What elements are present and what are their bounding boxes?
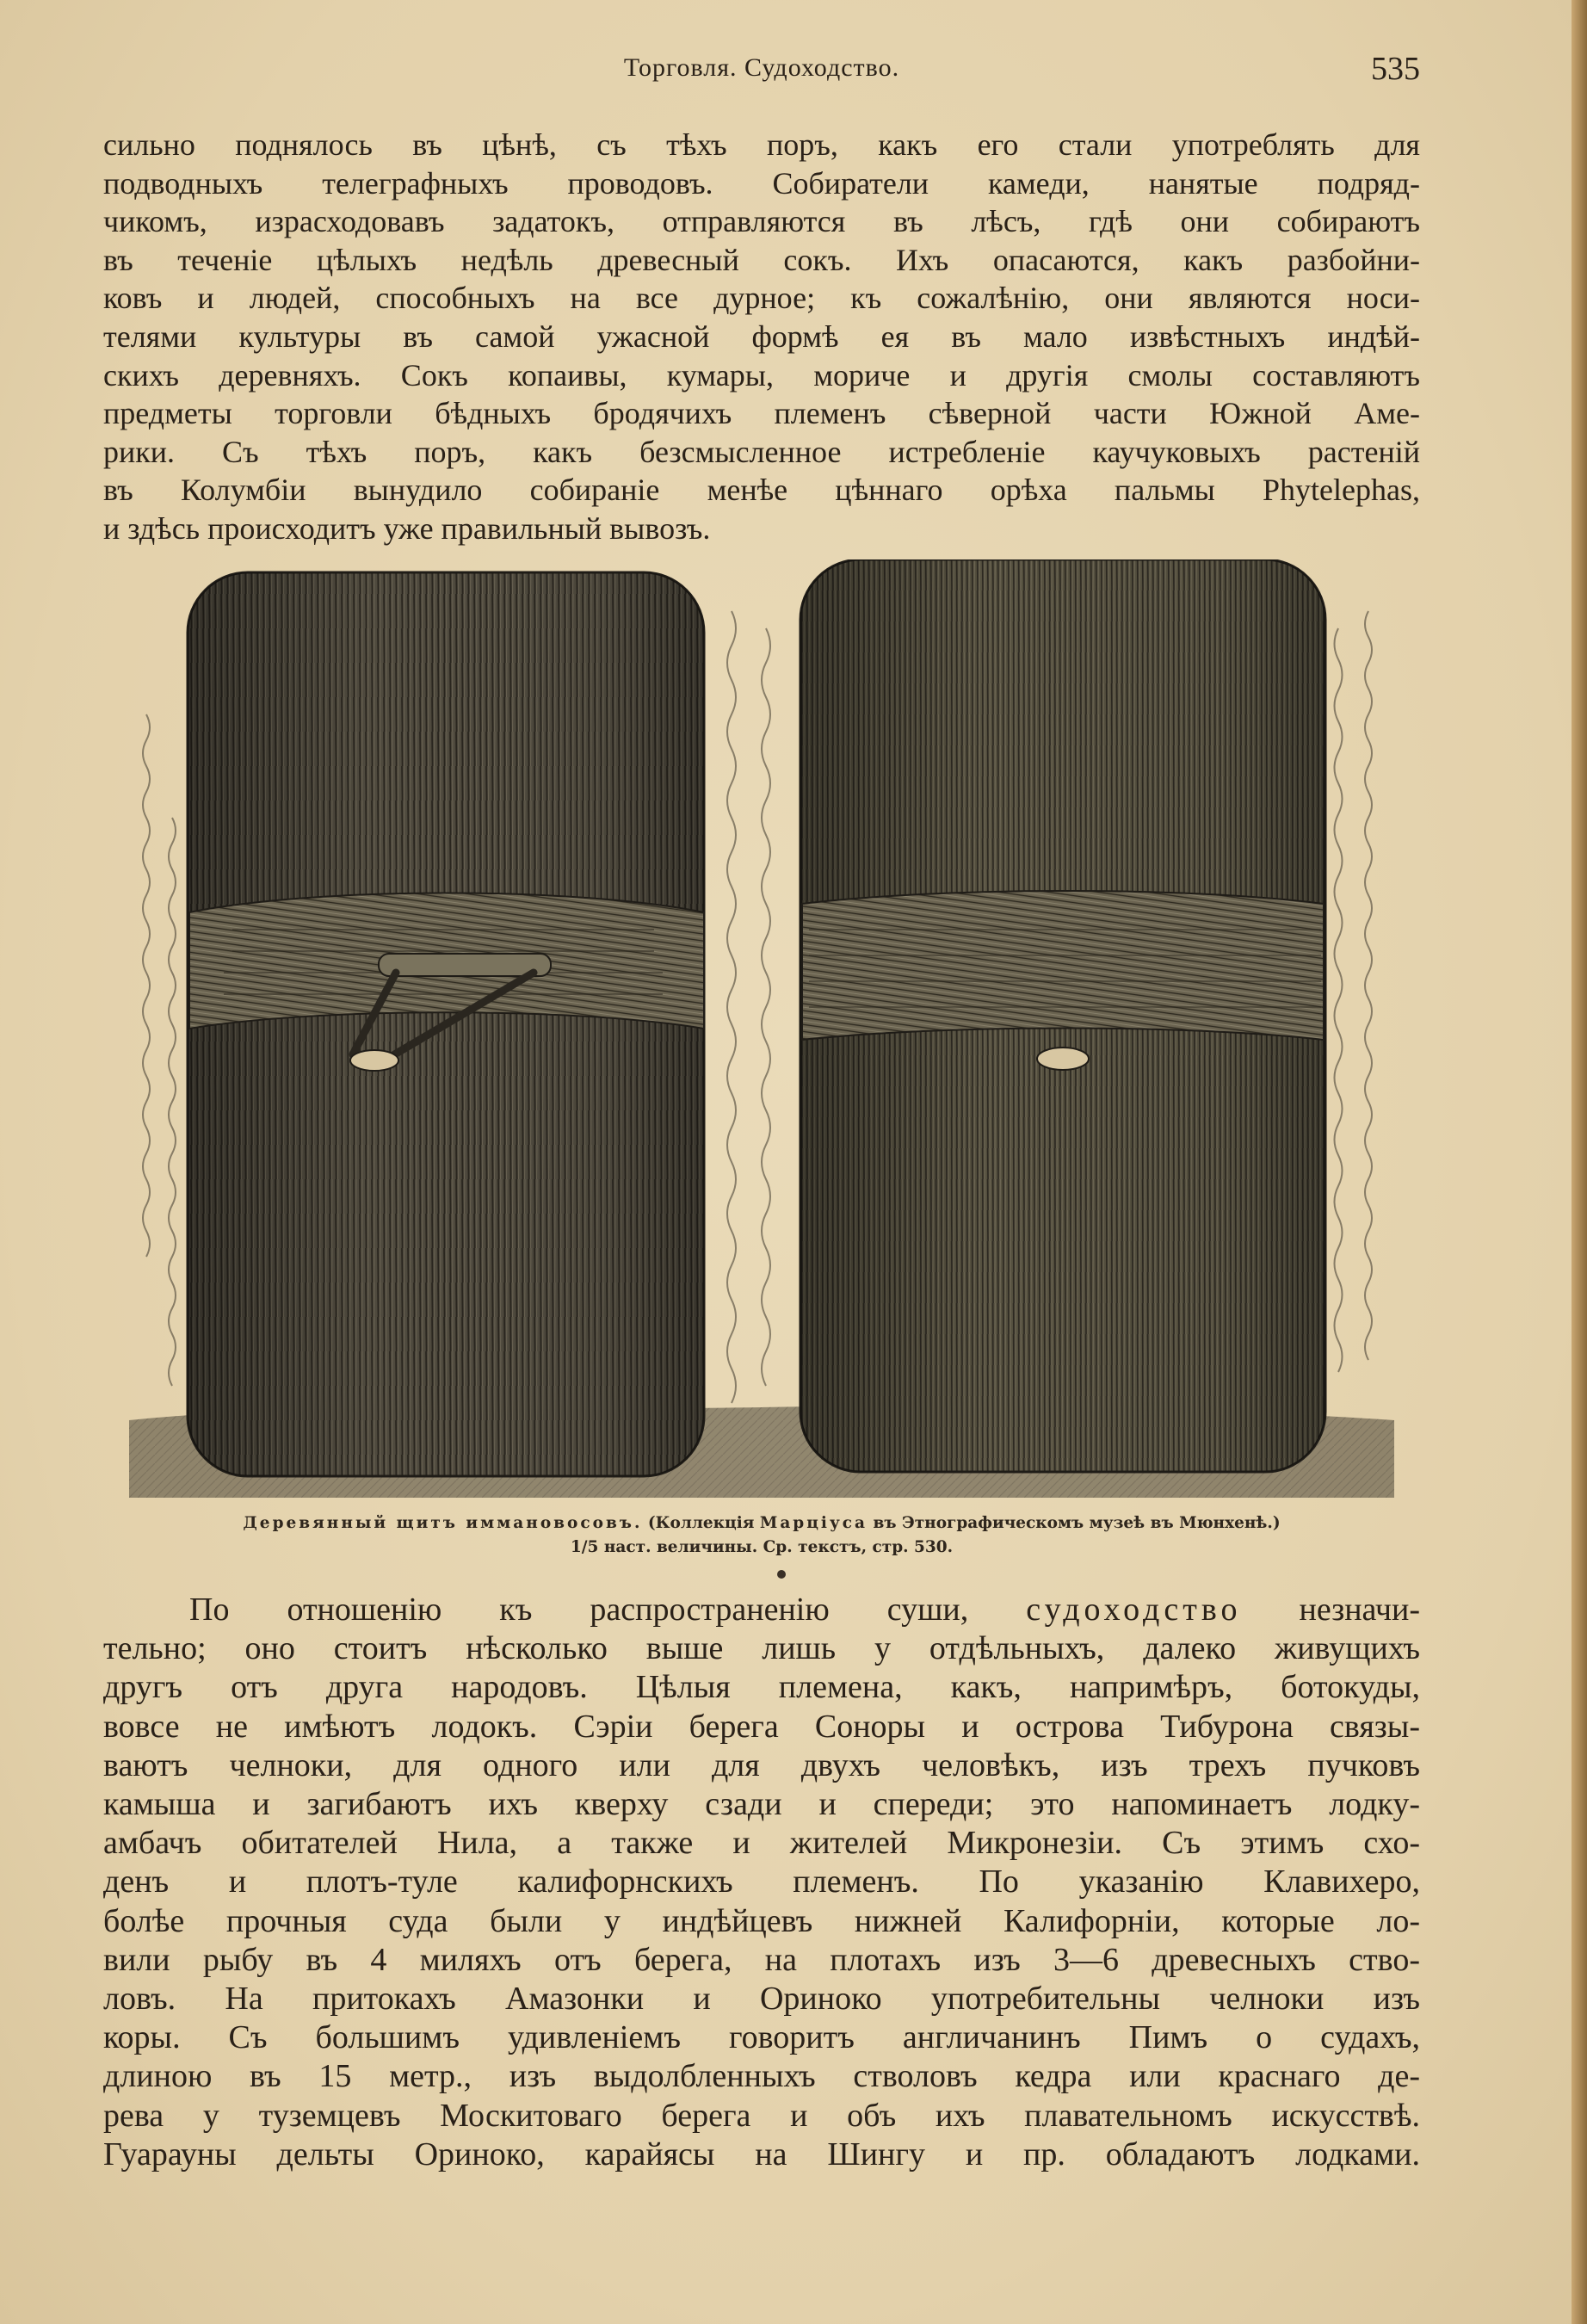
text-line: вили рыбу въ 4 миляхъ отъ берега, на плотахъ изъ 3—6 древесныхъ ство- (103, 1941, 1420, 1978)
text-line: ваютъ челноки, для одного или для двухъ человѣкъ, изъ трехъ пучковъ (103, 1746, 1420, 1783)
page-edge (1572, 0, 1587, 2324)
right-shield-cord-band (802, 891, 1324, 1040)
text-line: въ Колумбіи вынудило собираніе менѣе цѣннаго орѣха пальмы Phytelephas, (103, 473, 1420, 508)
text-line: амбачъ обитателей Нила, а также и жителей Микронезіи. Съ этимъ схо- (103, 1825, 1420, 1862)
left-shield (188, 572, 704, 1476)
shield-illustration (129, 559, 1394, 1498)
caption-title: Деревянный щитъ иммановосовъ. (243, 1514, 643, 1532)
text-run-spaced: судоходство (1026, 1592, 1242, 1628)
text-line: болѣе прочныя суда были у индѣйцевъ нижней Калифорніи, которые ло- (103, 1902, 1420, 1939)
caption-text: въ Этнографическомъ музеѣ въ Мюнхенѣ.) (868, 1514, 1281, 1532)
running-head: Торговля. Судоходство. (623, 53, 900, 82)
text-run: По отношенію къ распространенію суши, (189, 1592, 969, 1628)
caption-line-1 (103, 1511, 1420, 1536)
text-line: другъ отъ друга народовъ. Цѣлыя племена, какъ, напримѣръ, ботокуды, (103, 1669, 1420, 1706)
text-line-first (103, 1591, 1420, 1629)
text-line: длиною въ 15 метр., изъ выдолбленныхъ стволовъ кедра или краснаго де- (103, 2058, 1420, 2095)
text-line: тельно; оно стоитъ нѣсколько выше лишь у отдѣльныхъ, далеко живущихъ (103, 1630, 1420, 1667)
text-line: вовсе не имѣютъ лодокъ. Сэріи берега Соноры и острова Тибурона связы- (103, 1708, 1420, 1745)
text-line: подводныхъ телеграфныхъ проводовъ. Собиратели камеди, нанятые подряд- (103, 165, 1420, 201)
text-line: чикомъ, израсходовавъ задатокъ, отправляются въ лѣсъ, гдѣ они собираютъ (103, 204, 1420, 239)
text-line: рева у туземцевъ Москитоваго берега и объ ихъ плавательномъ искусствѣ. (103, 2097, 1420, 2134)
text-line: ковъ и людей, способныхъ на все дурное; къ сожалѣнію, они являются носи- (103, 281, 1420, 316)
left-shield-handle-hole (350, 1050, 398, 1071)
text-line: скихъ деревняхъ. Сокъ копаивы, кумары, мориче и другія смолы составляютъ (103, 357, 1420, 392)
text-line: коры. Съ большимъ удивленіемъ говоритъ англичанинъ Пимъ о судахъ, (103, 2019, 1420, 2056)
caption-text: (Коллекція (642, 1514, 760, 1532)
caption-name: Марціуса (759, 1514, 868, 1532)
text-line: денъ и плотъ-туле калифорнскихъ племенъ. По указанію Клавихеро, (103, 1864, 1420, 1901)
right-shield (800, 559, 1325, 1472)
figure-caption (103, 1511, 1420, 1560)
page-number: 535 (1371, 51, 1420, 87)
page-header (103, 50, 1420, 102)
bottom-paragraph (103, 1591, 1420, 2174)
text-line: камыша и загибаютъ ихъ кверху сзади и спереди; это напоминаетъ лодку- (103, 1786, 1420, 1823)
text-line: предметы торговли бѣдныхъ бродячихъ племенъ сѣверной части Южной Аме- (103, 396, 1420, 431)
left-shield-knot (379, 954, 551, 976)
text-line: телями культуры въ самой ужасной формѣ ея въ мало извѣстныхъ индѣй- (103, 318, 1420, 354)
text-line: и здѣсь происходитъ уже правильный вывозъ. (103, 510, 711, 546)
text-line: Гуарауны дельты Ориноко, карайясы на Шингу и пр. обладаютъ лодками. (103, 2135, 1420, 2173)
text-line: сильно поднялось въ цѣнѣ, съ тѣхъ поръ, какъ его стали употреблять для (103, 127, 1420, 162)
text-line: въ теченіе цѣлыхъ недѣль древесный сокъ. Ихъ опасаются, какъ разбойни- (103, 242, 1420, 277)
text-line: рики. Съ тѣхъ поръ, какъ безсмысленное истребленіе каучуковыхъ растеній (103, 434, 1420, 469)
text-run: незначи- (1299, 1592, 1421, 1628)
right-shield-handle-hole (1037, 1048, 1089, 1070)
ornament-dot (777, 1570, 786, 1579)
text-line: ловъ. На притокахъ Амазонки и Ориноко употребительны челноки изъ (103, 1981, 1420, 2018)
top-paragraph (103, 126, 1420, 548)
caption-line-2: 1/5 наст. величины. Ср. текстъ, стр. 530. (570, 1538, 954, 1556)
